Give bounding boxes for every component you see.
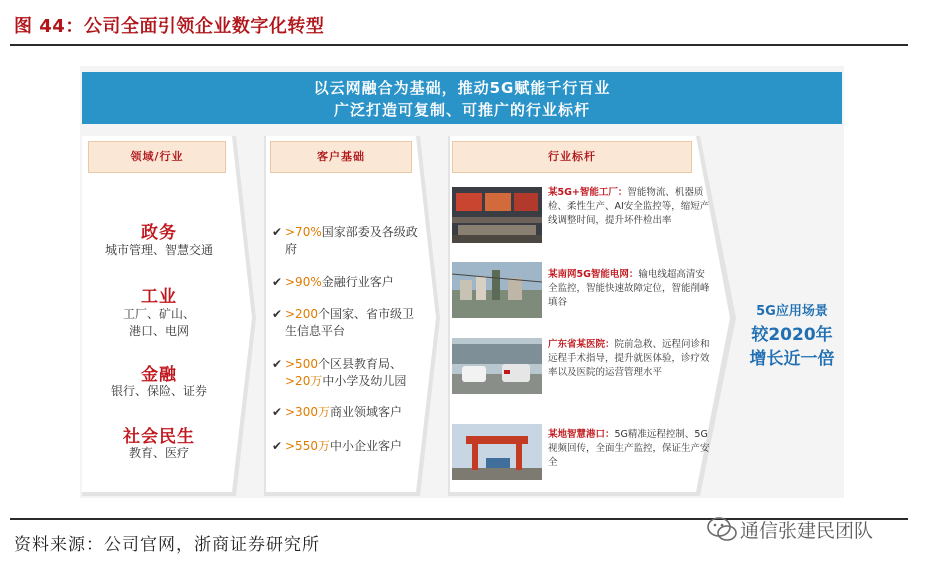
customer-column-header: 客户基础 [270,141,412,173]
customer-text: 中小学及幼儿园 [322,374,407,388]
customer-item [272,306,420,342]
benchmark-column-header: 行业标杆 [452,141,692,173]
benchmark-label: 某地智慧港口： [548,429,615,440]
check-icon: ✔ [272,225,283,239]
benchmark-label: 某5G+智能工厂： [548,187,628,198]
power-grid-image [452,262,542,318]
hospital-image [452,338,542,394]
benchmark-text: 5G精准远程控制、5G视频回传，全面生产监控，保证生产安全 [548,429,710,468]
hospital-photo [452,338,542,394]
power-grid-photo [452,262,542,318]
port-image [452,424,542,480]
customer-highlight: >550万 [285,439,330,453]
domain-industry-desc-1: 工厂、矿山、 [122,307,195,321]
banner-line-1: 以云网融合为基础，推动5G赋能千行百业 [313,79,611,97]
check-icon: ✔ [272,405,283,419]
result-heading: 5G应用场景 [756,304,828,319]
customer-text: 商业领域客户 [329,405,402,419]
customer-highlight: >20万 [285,374,323,388]
result-comparison: 较2020年 [751,325,833,345]
port-photo [452,424,542,480]
benchmark-power-grid [548,268,710,310]
customer-text: 个区县教育局、 [317,357,402,371]
benchmark-text: 输电线超高清安全监控，智能快速故障定位，智能削峰填谷 [548,269,710,308]
customer-item [272,274,420,294]
customer-highlight: >70% [285,225,322,239]
domain-livelihood-desc: 教育、医疗 [128,446,189,460]
customer-highlight: >200 [285,307,318,321]
customer-text: 个国家、省市级卫生信息平台 [285,307,414,338]
benchmark-port [548,428,710,470]
customer-highlight: >500 [285,357,318,371]
domain-government: 政务 [141,223,177,243]
benchmark-text: 院前急救、远程问诊和远程手术指导，提升就医体验，诊疗效率以及医院的运营管理水平 [548,339,710,378]
customer-highlight: >300万 [285,405,330,419]
source-note: 资料来源：公司官网，浙商证券研究所 [14,535,320,555]
customer-item [272,438,420,458]
check-icon: ✔ [272,357,283,371]
domain-industry-desc-2: 港口、电网 [128,324,189,338]
customer-text: 金融行业客户 [321,275,394,289]
check-icon: ✔ [272,439,283,453]
benchmark-factory [548,186,710,228]
domain-industry: 工业 [141,287,177,307]
factory-photo [452,187,542,243]
domain-government-desc: 城市管理、智慧交通 [104,243,213,257]
benchmark-label: 广东省某医院： [548,339,615,350]
customer-item [272,356,420,392]
factory-image [452,187,542,243]
benchmark-hospital [548,338,710,380]
check-icon: ✔ [272,307,283,321]
domain-finance: 金融 [141,365,177,385]
figure-title: 图 44：公司全面引领企业数字化转型 [14,16,325,37]
customer-text: 中小企业客户 [329,439,402,453]
watermark-text: 通信张建民团队 [740,520,874,542]
customer-text: 国家部委及各级政府 [285,225,418,256]
domain-finance-desc: 银行、保险、证券 [110,384,207,398]
result-growth: 增长近一倍 [749,349,835,369]
customer-item [272,404,420,424]
benchmark-label: 某南网5G智能电网： [548,269,639,280]
headline-banner [82,72,842,124]
benchmark-text: 智能物流、机器质检、柔性生产、AI安全监控等，缩短产线调整时间，提升坏件检出率 [548,187,710,226]
customer-item [272,224,420,260]
check-icon: ✔ [272,275,283,289]
domain-column-header: 领域/行业 [88,141,226,173]
wechat-icon [706,514,738,544]
domain-livelihood: 社会民生 [123,427,195,447]
banner-line-2: 广泛打造可复制、可推广的行业标杆 [333,101,590,119]
customer-highlight: >90% [285,275,322,289]
